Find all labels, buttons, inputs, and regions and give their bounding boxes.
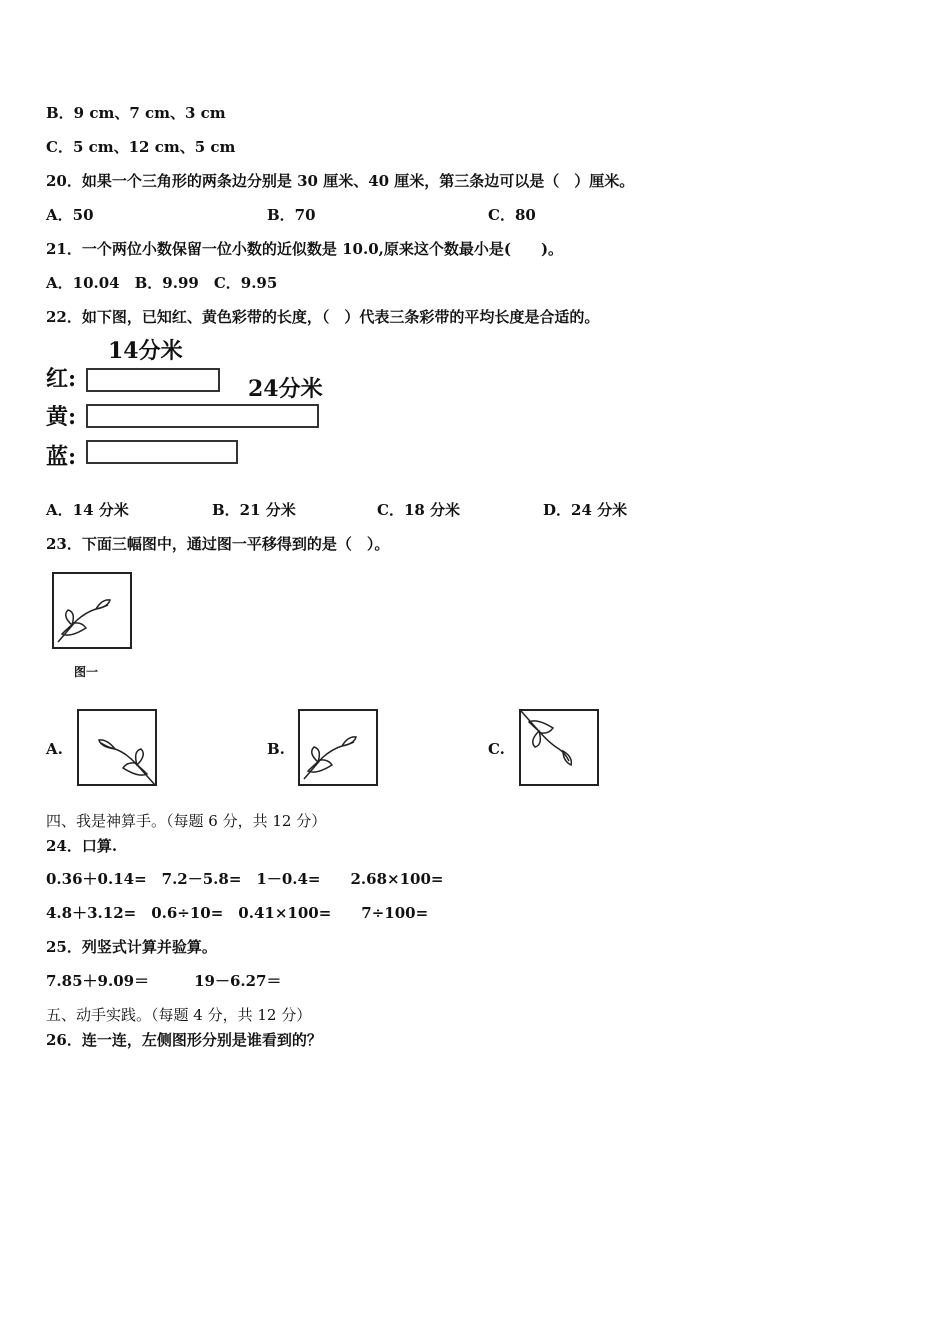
q24-row-2: 4.8＋3.12= 0.6÷10= 0.41×100= 7÷100= <box>46 904 429 922</box>
q20-option-c: C．80 <box>488 206 536 224</box>
section-5-heading: 五、动手实践。（每题 4 分，共 12 分） <box>46 1006 312 1024</box>
q24-stem: 24．口算. <box>46 837 118 855</box>
q20-stem: 20．如果一个三角形的两条边分别是 30 厘米、40 厘米，第三条边可以是（ ）厘米。 <box>46 172 635 190</box>
q24-row-1: 0.36＋0.14= 7.2－5.8= 1－0.4= 2.68×100= <box>46 870 444 888</box>
q19-option-c: C．5 cm、12 cm、5 cm <box>46 138 236 156</box>
red-label: 红: <box>46 366 77 392</box>
q22-option-d: D．24 分米 <box>543 501 628 519</box>
q23-stem: 23．下面三幅图中，通过图一平移得到的是（ ）。 <box>46 535 390 553</box>
blue-ribbon <box>86 440 238 464</box>
q26-stem: 26．连一连，左侧图形分别是谁看到的？ <box>46 1031 322 1049</box>
original-branch-figure <box>52 572 132 649</box>
red-length-label: 14分米 <box>108 338 183 364</box>
yellow-length-label: 24分米 <box>248 376 323 402</box>
option-b-branch-figure <box>298 709 378 786</box>
q23-option-a-label: A. <box>46 740 63 758</box>
option-c-branch-figure <box>519 709 599 786</box>
q25-stem: 25．列竖式计算并验算。 <box>46 938 217 956</box>
q25-row-1: 7.85＋9.09＝ 19－6.27＝ <box>46 972 282 990</box>
q19-option-b: B．9 cm、7 cm、3 cm <box>46 104 226 122</box>
q21-options: A．10.04 B．9.99 C．9.95 <box>46 274 278 292</box>
original-figure-caption: 图一 <box>74 665 99 679</box>
blue-label: 蓝: <box>46 444 77 470</box>
q20-option-a: A．50 <box>46 206 94 224</box>
yellow-ribbon <box>86 404 319 428</box>
option-a-branch-figure <box>77 709 157 786</box>
q22-option-b: B．21 分米 <box>212 501 296 519</box>
q23-option-b-label: B. <box>267 740 285 758</box>
yellow-label: 黄: <box>46 404 77 430</box>
section-4-heading: 四、我是神算手。（每题 6 分，共 12 分） <box>46 812 327 830</box>
q23-option-c-label: C. <box>488 740 505 758</box>
red-ribbon <box>86 368 220 392</box>
q22-option-a: A．14 分米 <box>46 501 129 519</box>
q21-stem: 21．一个两位小数保留一位小数的近似数是 10.0,原来这个数最小是( )。 <box>46 240 564 258</box>
q22-option-c: C．18 分米 <box>377 501 461 519</box>
q20-option-b: B．70 <box>267 206 316 224</box>
q22-stem: 22．如下图，已知红、黄色彩带的长度，（ ）代表三条彩带的平均长度是合适的。 <box>46 308 600 326</box>
